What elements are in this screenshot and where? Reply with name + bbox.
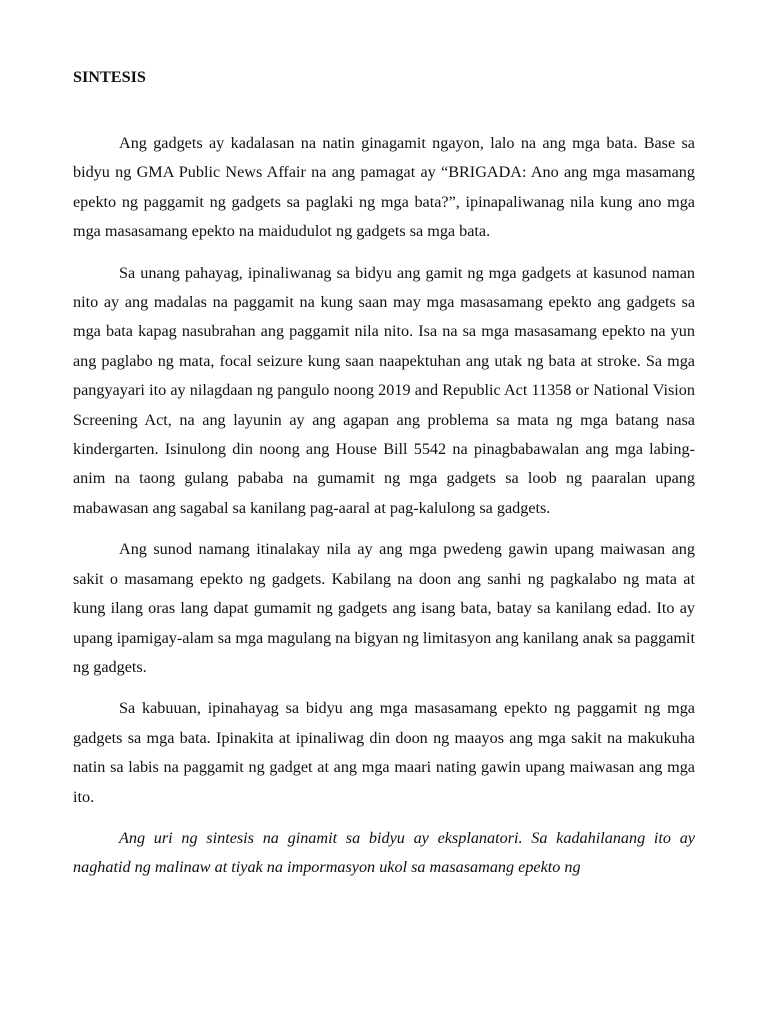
paragraph-intro: Ang gadgets ay kadalasan na natin ginagamit ngayon, lalo na ang mga bata. Base sa bidyu ng GMA Public News Affair na ang pamagat ay “BRIGADA: Ano ang mga masamang epekto ng paggamit ng gadgets sa paglaki ng mga bata?”, ipinapaliwanag nila kung ano mga mga masasamang epekto na maidudulot ng gadgets sa mga bata. — [73, 134, 695, 241]
paragraph-first-statement: Sa unang pahayag, ipinaliwanag sa bidyu ang gamit ng mga gadgets at kasunod naman nito ay ang madalas na paggamit na kung saan may mga masasamang epekto ang gadgets sa mga bata kapag nasubrahan ang paggamit nila nito. Isa na sa mga masasamang epekto na yun ang paglabo ng mata, focal seizure kung saan naapektuhan ang utak ng bata at stroke. Sa mga pangyayari ito ay nilagdaan ng pangulo noong 2019 and Republic Act 11358 or National Vision Screening Act, na ang layunin ay ang agapan ang problema sa mata ng mga batang nasa kindergarten. Isinulong din noong ang House Bill 5542 na pinagbabawalan ang mga labing-anim na taong gulang pababa na gumamit ng mga gadgets sa loob ng paaralan upang mabawasan ang sagabal sa kanilang pag-aaral at pag-kalulong sa gadgets. — [73, 263, 695, 517]
document-title: SINTESIS — [73, 68, 146, 86]
document-body — [73, 62, 695, 895]
paragraph-synthesis-type: Ang uri ng sintesis na ginamit sa bidyu ay eksplanatori. Sa kadahilanang ito ay naghatid ng malinaw at tiyak na impormasyon ukol sa masasamang epekto ng — [73, 828, 695, 877]
paragraph-prevention: Ang sunod namang itinalakay nila ay ang mga pwedeng gawin upang maiwasan ang sakit o masamang epekto ng gadgets. Kabilang na doon ang sanhi ng pagkalabo ng mata at kung ilang oras lang dapat gumamit ng gadgets ang isang bata, batay sa kanilang edad. Ito ay upang ipamigay-alam sa mga magulang na bigyan ng limitasyon ang kanilang anak sa paggamit ng gadgets. — [73, 540, 695, 676]
paragraph-summary: Sa kabuuan, ipinahayag sa bidyu ang mga masasamang epekto ng paggamit ng mga gadgets sa mga bata. Ipinakita at ipinaliwag din doon ng maayos ang mga sakit na makukuha natin sa labis na paggamit ng gadget at ang mga maari nating gawin upang maiwasan ang mga ito. — [73, 699, 695, 806]
